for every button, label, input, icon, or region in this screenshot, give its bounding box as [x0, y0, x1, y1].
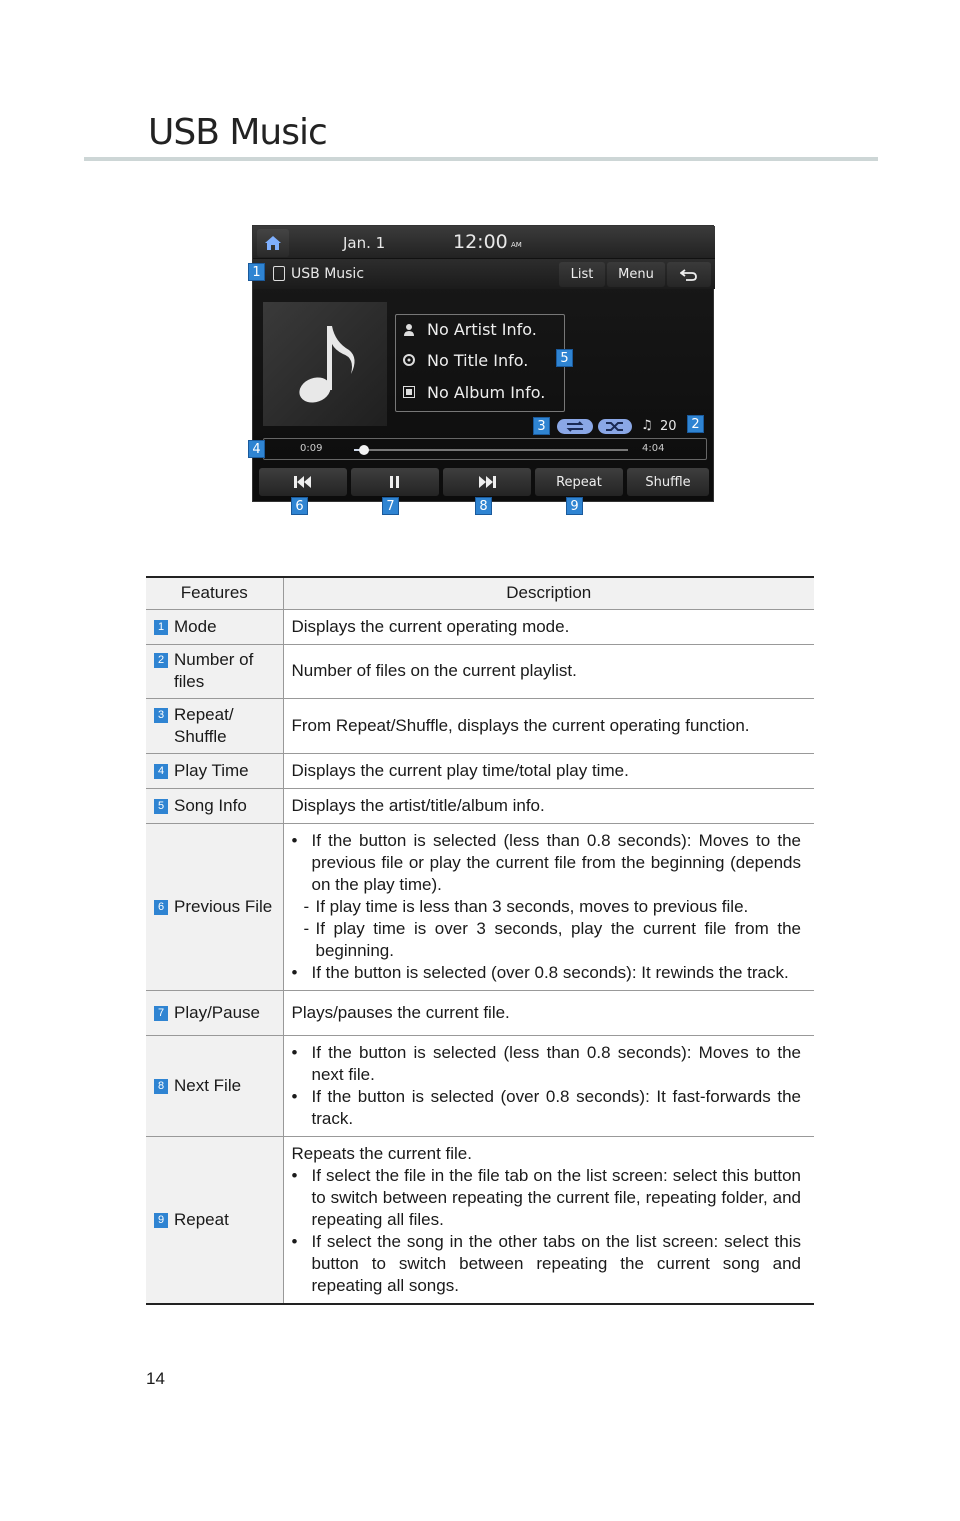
progress-knob[interactable]: [359, 445, 369, 455]
feature-label: Repeat: [174, 1209, 229, 1229]
mode-bar: [253, 259, 715, 289]
music-note-icon: [263, 302, 387, 426]
repeat-icon: [564, 421, 586, 432]
progress-track[interactable]: [354, 449, 628, 451]
song-title-row: [402, 349, 528, 371]
album-art: [263, 302, 387, 426]
mode-label: USB Music: [291, 266, 365, 282]
feature-description: [283, 1136, 814, 1304]
feature-label: Repeat/ Shuffle: [174, 704, 234, 746]
artist-icon: [403, 323, 415, 336]
features-table: [146, 576, 814, 1305]
list-button[interactable]: List: [559, 262, 605, 287]
previous-icon: [294, 476, 312, 488]
usb-music-screen: [252, 225, 714, 502]
callout-8: 8: [475, 497, 492, 515]
previous-button[interactable]: [259, 468, 347, 496]
title-icon: [403, 354, 416, 367]
total-time: 4:04: [642, 443, 665, 454]
table-row: [146, 609, 814, 644]
back-icon: [680, 268, 698, 282]
callout-1: 1: [248, 263, 265, 281]
usb-music-icon: [273, 266, 285, 281]
shuffle-button[interactable]: Shuffle: [627, 468, 709, 496]
elapsed-time: 0:09: [300, 443, 323, 454]
table-header-row: [146, 577, 814, 609]
file-count: 20: [660, 419, 677, 434]
feature-description: [283, 823, 814, 990]
status-time: 12:00: [453, 231, 508, 253]
bullet-item: • If the button is selected (less than 0.8 seconds): Moves to the next file.: [291, 1042, 801, 1084]
page-number: 14: [146, 1369, 165, 1388]
sub-item: - If play time is over 3 seconds, play the current file from the beginning.: [303, 918, 801, 960]
table-row: [146, 753, 814, 788]
table-row: [146, 1035, 814, 1136]
table-row: [146, 788, 814, 823]
row-number-badge: 5: [154, 799, 168, 814]
description-intro: Repeats the current file.: [291, 1143, 472, 1163]
feature-description: Number of files on the current playlist.: [283, 644, 814, 698]
bullet-item: • If the button is selected (over 0.8 seconds): It rewinds the track.: [291, 962, 789, 982]
song-artist-row: [402, 318, 537, 340]
song-album-row: [402, 381, 545, 403]
row-number-badge: 2: [154, 653, 168, 668]
album-info: No Album Info.: [427, 382, 546, 402]
repeat-button[interactable]: Repeat: [535, 468, 623, 496]
feature-label: Number of files: [174, 650, 254, 691]
repeat-status-badge: [557, 419, 593, 434]
feature-label: Next File: [174, 1075, 242, 1095]
row-number-badge: 6: [154, 900, 168, 915]
callout-2: 2: [687, 415, 704, 433]
status-date: Jan. 1: [343, 234, 386, 252]
row-number-badge: 9: [154, 1213, 168, 1228]
feature-description: Displays the artist/title/album info.: [283, 788, 814, 823]
callout-9: 9: [566, 497, 583, 515]
feature-label: Song Info: [174, 795, 247, 815]
home-icon: [264, 235, 282, 251]
shuffle-icon: [605, 421, 625, 432]
title-divider: [84, 157, 878, 161]
bullet-item: • If select the song in the other tabs on the list screen: select this button to switch between repeating the current song and repeating all songs.: [291, 1231, 801, 1295]
feature-description: [283, 1035, 814, 1136]
play-pause-button[interactable]: [351, 468, 439, 496]
callout-7: 7: [382, 497, 399, 515]
row-number-badge: 7: [154, 1006, 168, 1021]
row-number-badge: 8: [154, 1079, 168, 1094]
header-description: Description: [283, 577, 814, 609]
pause-icon: [390, 476, 400, 488]
artist-info: No Artist Info.: [427, 319, 537, 339]
song-info-box: [395, 314, 565, 412]
feature-description: From Repeat/Shuffle, displays the current operating function.: [283, 698, 814, 753]
page-title: USB Music: [148, 112, 327, 153]
home-button[interactable]: [257, 229, 289, 257]
table-row: [146, 990, 814, 1035]
feature-label: Play/Pause: [174, 1002, 260, 1022]
feature-label: Play Time: [174, 760, 249, 780]
shuffle-status-badge: [598, 419, 632, 434]
table-row: [146, 1136, 814, 1304]
row-number-badge: 4: [154, 764, 168, 779]
next-button[interactable]: [443, 468, 531, 496]
title-info: No Title Info.: [427, 350, 529, 370]
bullet-item: • If the button is selected (less than 0.8 seconds): Moves to the previous file or play the current file from the beginning (depends on the play time).: [291, 830, 801, 894]
play-time-bar: [263, 438, 707, 460]
callout-6: 6: [291, 497, 308, 515]
row-number-badge: 1: [154, 620, 168, 635]
table-row: [146, 644, 814, 698]
bullet-item: • If the button is selected (over 0.8 seconds): It fast-forwards the track.: [291, 1086, 801, 1128]
menu-button[interactable]: Menu: [607, 262, 665, 287]
status-ampm: AM: [511, 241, 522, 249]
callout-4: 4: [248, 440, 265, 458]
bullet-item: • If select the file in the file tab on the list screen: select this button to switch between repeating the current file, repeating folder, and repeating all files.: [291, 1165, 801, 1229]
sub-item: - If play time is less than 3 seconds, moves to previous file.: [303, 896, 749, 916]
status-bar: [253, 226, 715, 259]
table-row: [146, 698, 814, 753]
feature-label: Mode: [174, 616, 217, 636]
feature-description: Displays the current operating mode.: [283, 609, 814, 644]
feature-description: Plays/pauses the current file.: [283, 990, 814, 1035]
next-icon: [478, 476, 496, 488]
album-icon: [403, 386, 415, 398]
back-button[interactable]: [667, 262, 711, 287]
callout-5: 5: [556, 349, 573, 367]
header-features: Features: [146, 577, 283, 609]
feature-label: Previous File: [174, 896, 273, 916]
feature-description: Displays the current play time/total play time.: [283, 753, 814, 788]
file-count-icon: ♫: [641, 418, 653, 433]
callout-3: 3: [533, 417, 550, 435]
table-row: [146, 823, 814, 990]
row-number-badge: 3: [154, 708, 168, 723]
